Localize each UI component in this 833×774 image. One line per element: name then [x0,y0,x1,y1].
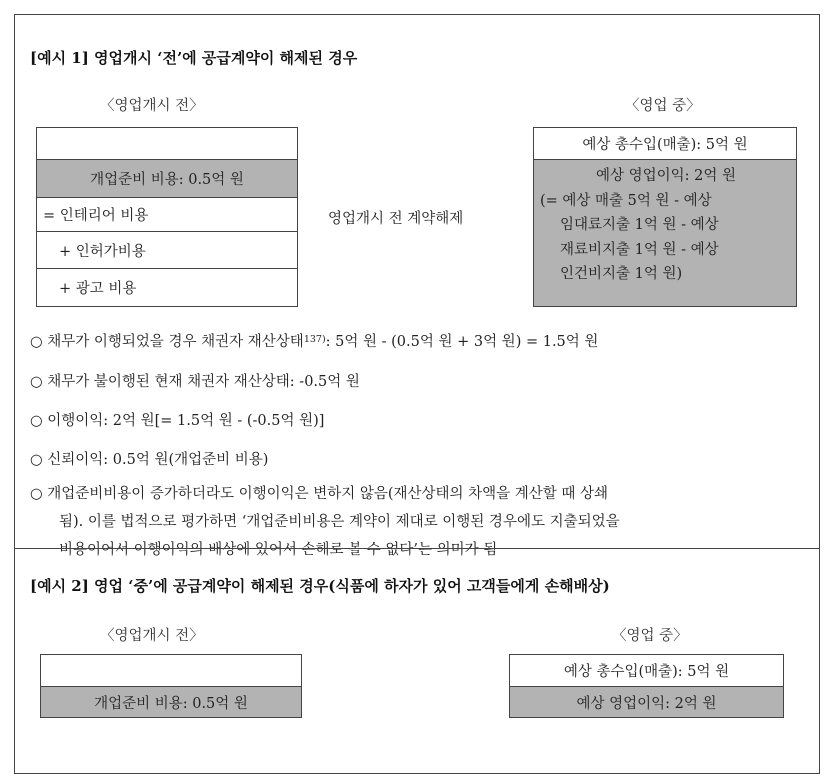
left-box-empty-row [37,128,297,160]
para-line: ○ 개업준비비용이 증가하더라도 이행이익은 변하지 않음(재산상태의 차액을 계산할 때 상쇄 [30,486,609,502]
left-box-empty-row [41,655,301,687]
bullet-reliance-interest: ○ 신뢰이익: 0.5억 원(개업준비 비용) [30,452,269,468]
example2-heading: [예시 2] 영업 ‘중’에 공급계약이 해제된 경우(식품에 하자가 있어 고객들에게 손해배상) [30,577,610,595]
left-box-license: + 인허가비용 [37,232,297,269]
left-box-ad: + 광고 비용 [59,281,137,297]
profit-line: 인건비지출 1억 원) [560,266,683,282]
bullet-text-rest: : 5억 원 - (0.5억 원 + 3억 원) = 1.5억 원 [325,334,599,350]
example1-left-caption: 〈영업개시 전〉 [100,98,204,114]
bullet-prep-cost-explanation [30,480,810,564]
left-box-prep-cost: 개업준비 비용: 0.5억 원 [41,687,301,717]
section-divider [14,548,820,549]
left-box-prep-cost: 개업준비 비용: 0.5억 원 [37,160,297,198]
example1-right-box [533,127,797,307]
example1-heading: [예시 1] 영업개시 ‘전’에 공급계약이 해제된 경우 [30,49,358,67]
left-box-interior: = 인테리어 비용 [37,198,297,232]
right-box-profit-breakdown [534,160,796,306]
example2-right-caption: 〈영업 중〉 [612,628,688,644]
bullet-expectation-interest: ○ 이행이익: 2억 원[= 1.5억 원 - (-0.5억 원)] [30,413,325,429]
example1-middle-label: 영업개시 전 계약해제 [328,211,464,227]
profit-line: 예상 영업이익: 2억 원 [596,168,736,184]
para-line: 비용이어서 이행이익의 배상에 있어서 손해로 볼 수 없다’는 의미가 됨 [59,542,498,558]
example2-right-box [509,654,784,718]
profit-line: 재료비지출 1억 원 - 예상 [560,241,719,258]
right-box-profit: 예상 영업이익: 2억 원 [510,687,783,717]
example2-left-caption: 〈영업개시 전〉 [100,628,204,644]
profit-line: (= 예상 매출 5억 원 - 예상 [540,192,712,209]
right-box-revenue: 예상 총수입(매출): 5억 원 [534,128,796,160]
bullet-text: ○ 채무가 이행되었을 경우 채권자 재산상태 [30,334,304,350]
profit-line: 임대료지출 1억 원 - 예상 [560,217,719,233]
example1-right-caption: 〈영업 중〉 [625,98,701,114]
example1-left-box [36,127,298,307]
example2-left-box [40,654,302,718]
para-line: 됨). 이를 법적으로 평가하면 ‘개업준비비용은 계약이 제대로 이행된 경우에도 지출되었을 [59,514,620,530]
bullet-creditor-state-performed [30,330,598,351]
right-box-revenue: 예상 총수입(매출): 5억 원 [510,655,783,687]
bullet-creditor-state-nonperformed: ○ 채무가 불이행된 현재 채권자 재산상태: -0.5억 원 [30,374,360,390]
footnote-ref[interactable]: 137) [303,334,326,345]
